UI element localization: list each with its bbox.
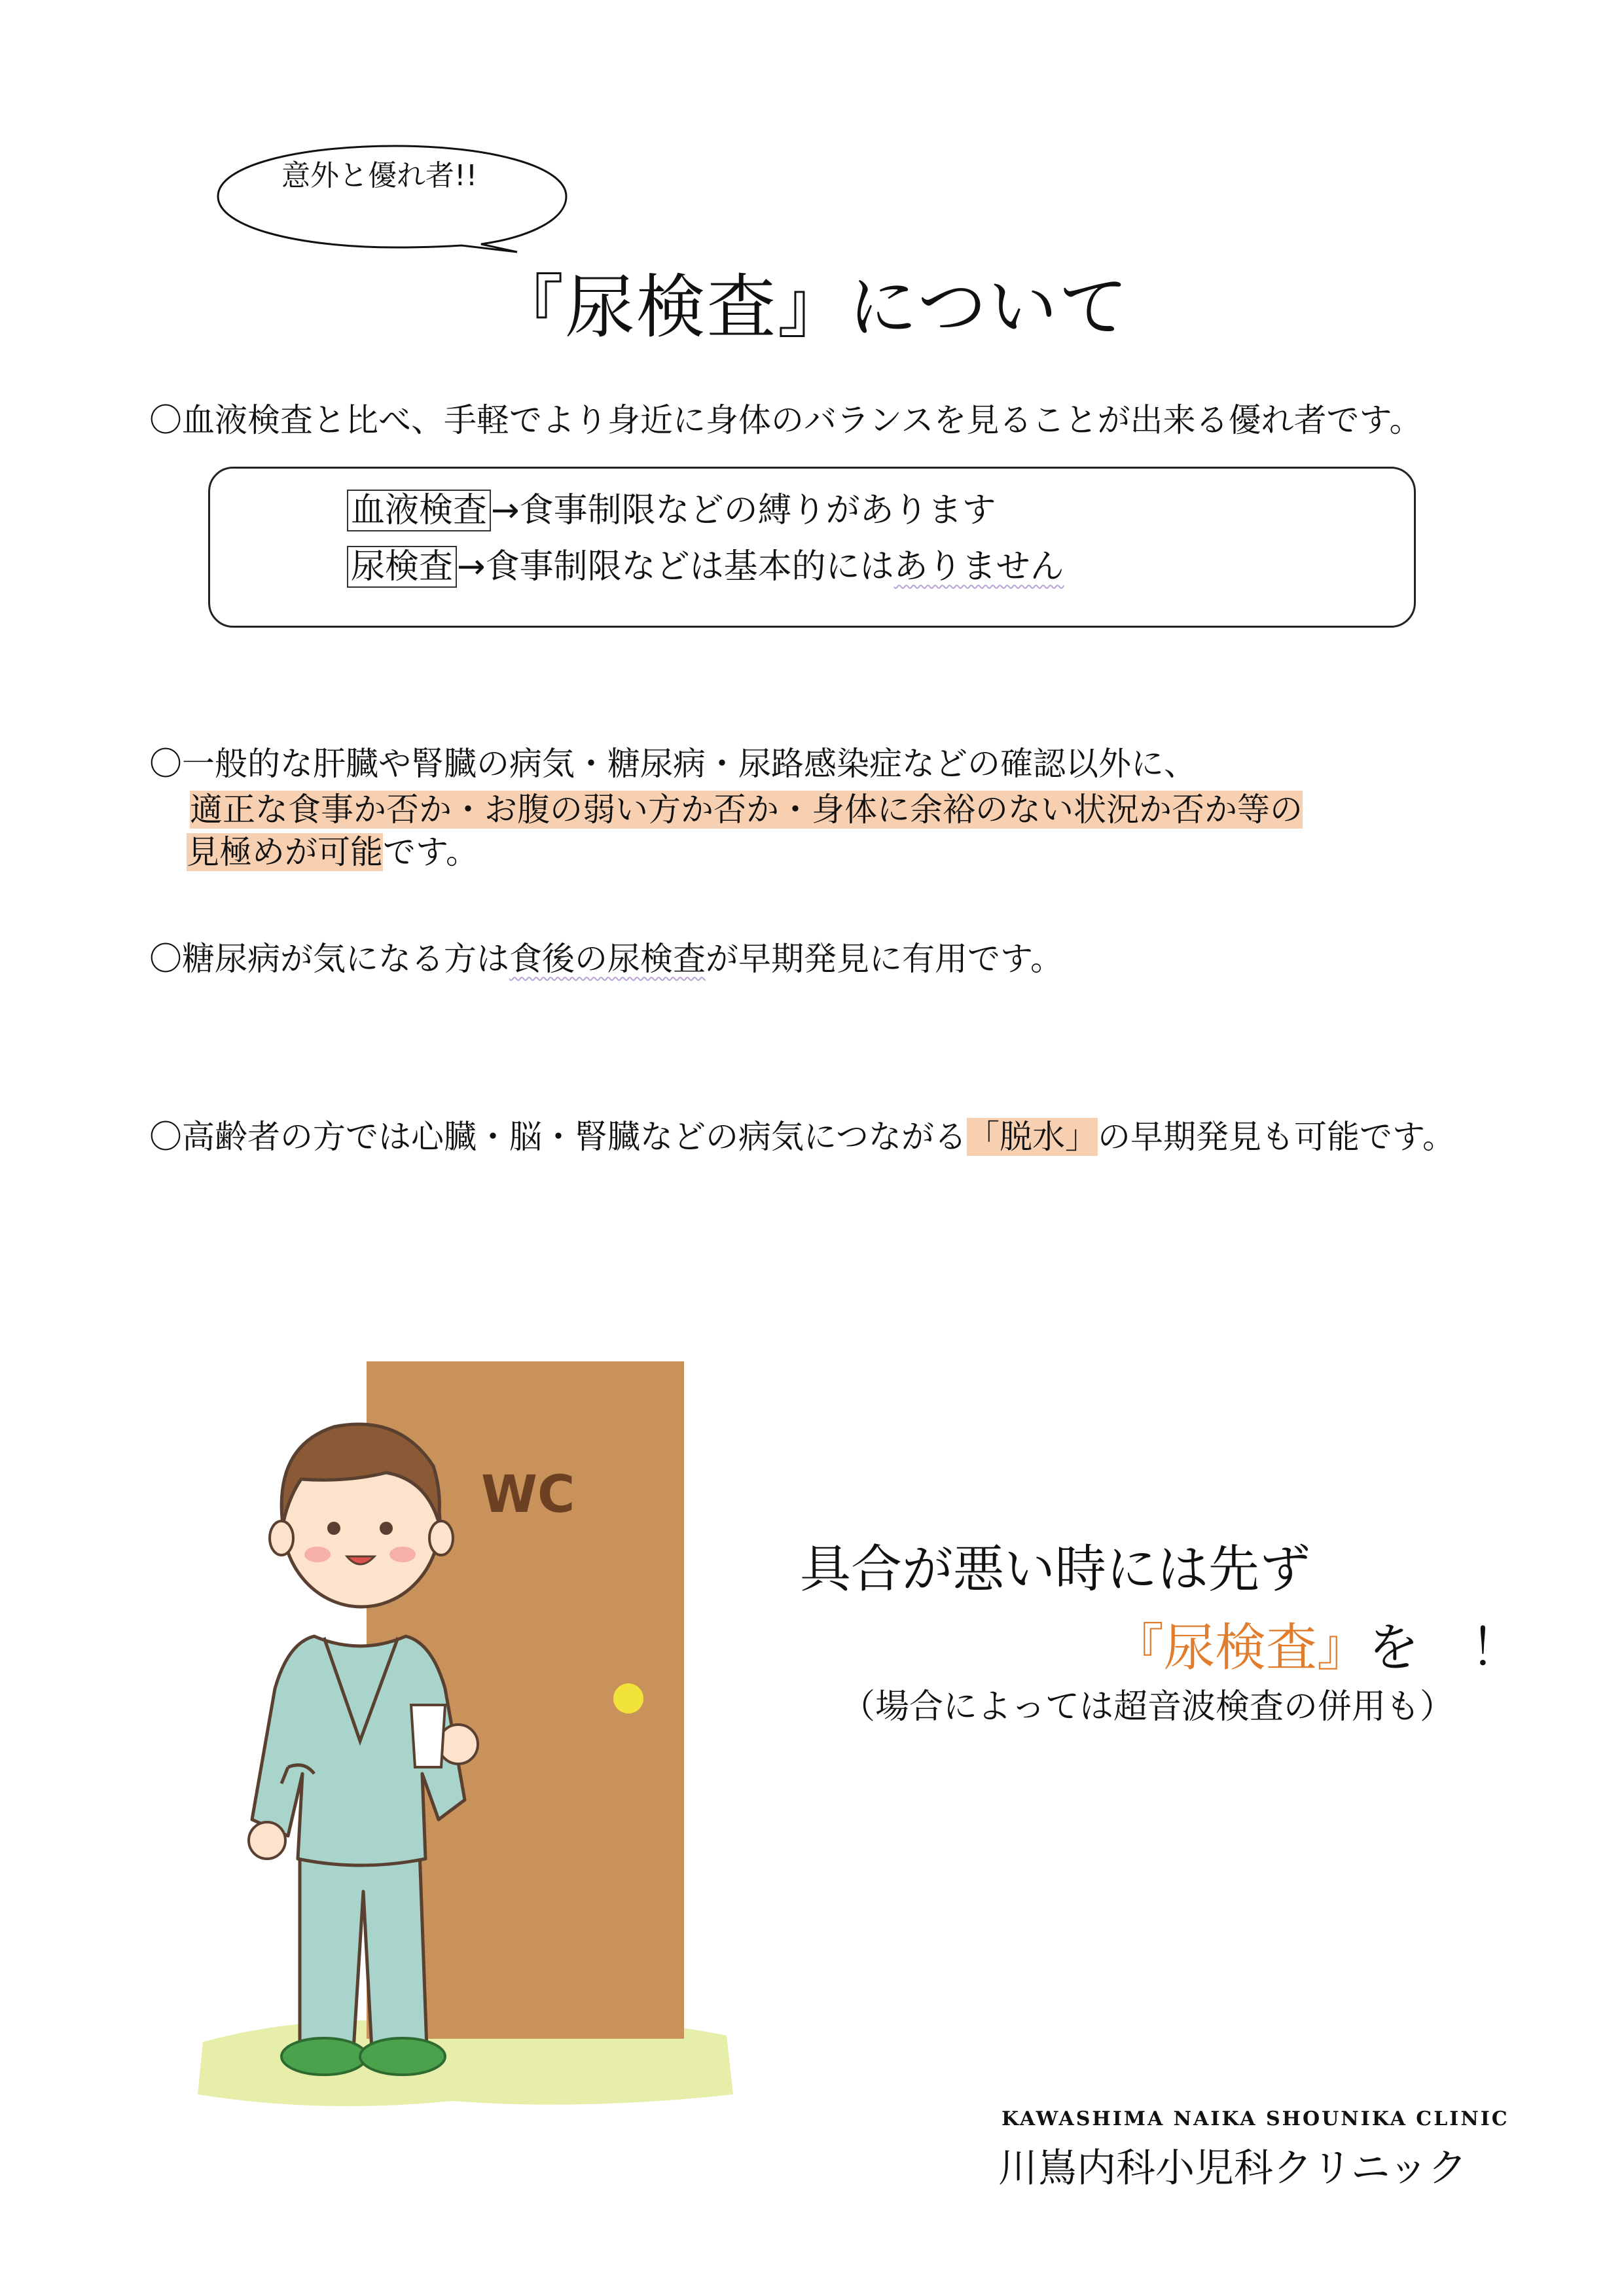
comparison-row-blood — [347, 482, 996, 531]
point1-line1: 〇一般的な肝臓や腎臓の病気・糖尿病・尿路感染症などの確認以外に、 — [149, 745, 1197, 783]
slogan-line1: 具合が悪い時には先ず — [800, 1540, 1311, 1599]
right-eye — [380, 1522, 393, 1535]
point2-underlined: 食後の尿検査 — [509, 940, 706, 978]
left-eye — [327, 1522, 340, 1535]
clinic-name-jp: 川嶌内科小児科クリニック — [998, 2145, 1468, 2191]
point1-highlight: 適正な食事か否か・お腹の弱い方か否か・身体に余裕のない状況か否か等の — [190, 791, 1303, 829]
urine-test-text: →食事制限などは基本的には — [457, 547, 894, 586]
blood-test-text: →食事制限などの縛りがあります — [491, 491, 996, 530]
blood-test-label: 血液検査 — [347, 490, 491, 531]
point1-line3-rest: です。 — [383, 833, 478, 871]
left-hand — [249, 1822, 285, 1859]
urine-cup — [411, 1705, 445, 1767]
point2-text — [149, 935, 1063, 983]
point2-pre: 〇糖尿病が気になる方は — [149, 940, 509, 978]
right-ear — [429, 1521, 453, 1555]
point2-post: が早期発見に有用です。 — [706, 940, 1063, 978]
left-ear — [270, 1521, 293, 1555]
door-sign: WC — [481, 1465, 575, 1524]
right-slipper — [360, 2038, 445, 2075]
page-title: 『尿検査』について — [494, 267, 1130, 348]
left-slipper — [281, 2038, 367, 2075]
point3-pre: 〇高齢者の方では心臓・脳・腎臓などの病気につながる — [149, 1118, 967, 1156]
bubble-text: 意外と優れ者!! — [281, 159, 478, 192]
urine-test-label: 尿検査 — [347, 546, 457, 588]
right-cheek — [389, 1547, 416, 1562]
slogan-note: （場合によっては超音波検査の併用も） — [841, 1687, 1454, 1727]
intro-text: 〇血液検査と比べ、手軽でより身近に身体のバランスを見ることが出来る優れ者です。 — [149, 401, 1422, 439]
urine-test-text-underlined: ありません — [893, 547, 1064, 586]
point1-line2 — [190, 785, 1303, 834]
point3-text — [149, 1113, 1455, 1161]
door-knob — [613, 1683, 643, 1713]
left-cheek — [304, 1547, 331, 1562]
point1-line3 — [187, 828, 478, 876]
patient-illustration — [190, 1348, 759, 2121]
slogan-suffix: を ！ — [1368, 1619, 1522, 1677]
slogan-keyword: 『尿検査』 — [1113, 1619, 1369, 1677]
clinic-name-en: KAWASHIMA NAIKA SHOUNIKA CLINIC — [1001, 2108, 1509, 2130]
slogan-line2 — [1113, 1607, 1521, 1680]
comparison-row-urine — [347, 539, 1064, 588]
point3-post: の早期発見も可能です。 — [1098, 1118, 1455, 1156]
point3-highlight: 「脱水」 — [967, 1118, 1098, 1156]
point1-highlight-end: 見極めが可能 — [187, 833, 383, 871]
